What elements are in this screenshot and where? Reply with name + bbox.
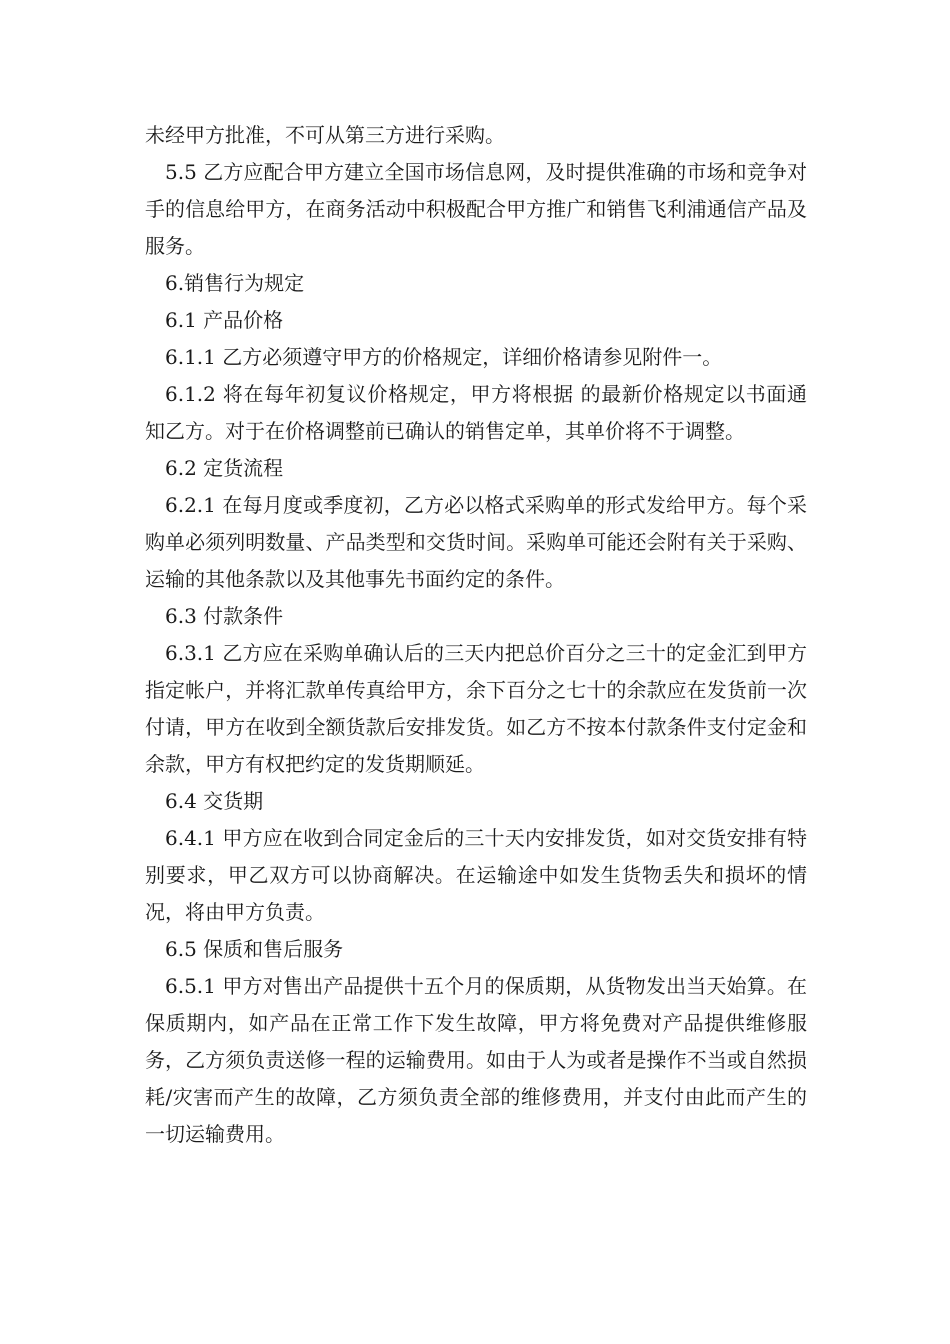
clause-6-2-1: 6.2.1 在每月度或季度初，乙方必以格式采购单的形式发给甲方。每个采购单必须列明数量、产品类型和交货时间。采购单可能还会附有关于采购、运输的其他条款以及其他事先书面约定的条件。 [145,493,807,591]
document-body [145,117,807,1153]
section-heading-6-1: 6.1 产品价格 [165,308,284,332]
clause-6-1-1: 6.1.1 乙方必须遵守甲方的价格规定，详细价格请参见附件一。 [165,345,723,369]
clause-6-4-1: 6.4.1 甲方应在收到合同定金后的三十天内安排发货，如对交货安排有特别要求，甲乙双方可以协商解决。在运输途中如发生货物丢失和损坏的情况，将由甲方负责。 [145,826,807,924]
paragraph-continuation: 未经甲方批准，不可从第三方进行采购。 [145,123,505,147]
clause-6-5-1: 6.5.1 甲方对售出产品提供十五个月的保质期，从货物发出当天始算。在保质期内，如产品在正常工作下发生故障，甲方将免费对产品提供维修服务，乙方须负责送修一程的运输费用。如由于人为或者是操作不当或自然损耗/灾害而产生的故障，乙方须负责全部的维修费用，并支付由此而产生的一切运输费用。 [145,974,807,1146]
clause-6-1-2: 6.1.2 将在每年初复议价格规定，甲方将根据 的最新价格规定以书面通知乙方。对于在价格调整前已确认的销售定单，其单价将不于调整。 [145,382,807,443]
section-heading-6-4: 6.4 交货期 [165,789,264,813]
section-heading-6: 6.销售行为规定 [165,271,305,295]
clause-5-5: 5.5 乙方应配合甲方建立全国市场信息网，及时提供准确的市场和竞争对手的信息给甲方，在商务活动中积极配合甲方推广和销售飞利浦通信产品及服务。 [145,160,807,258]
section-heading-6-3: 6.3 付款条件 [165,604,284,628]
section-heading-6-2: 6.2 定货流程 [165,456,284,480]
clause-6-3-1: 6.3.1 乙方应在采购单确认后的三天内把总价百分之三十的定金汇到甲方指定帐户，并将汇款单传真给甲方，余下百分之七十的余款应在发货前一次付请，甲方在收到全额货款后安排发货。如乙方不按本付款条件支付定金和余款，甲方有权把约定的发货期顺延。 [145,641,807,776]
section-heading-6-5: 6.5 保质和售后服务 [165,937,344,961]
